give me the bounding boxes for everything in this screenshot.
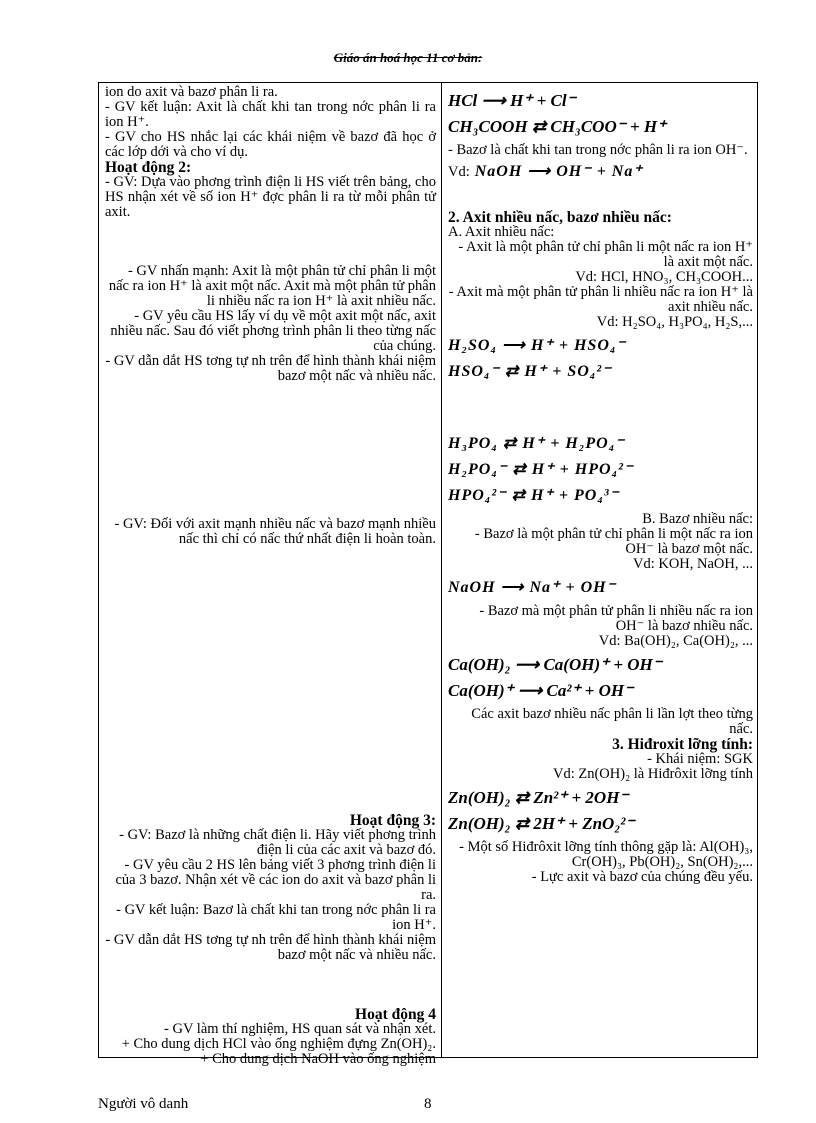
- content-column: [442, 83, 757, 1057]
- equation-hpo4: HPO₄²⁻ ⇄ H⁺ + PO₄³⁻: [448, 487, 620, 504]
- left-paragraph: - GV dẫn dắt HS tơng tự nh trên để hình thành khái niệm bazơ một nấc và nhiều nấc.: [105, 353, 436, 384]
- left-paragraph: - GV dẫn dắt HS tơng tự nh trên để hình thành khái niệm bazơ một nấc và nhiều nấc.: [105, 931, 436, 963]
- left-paragraph: ion do axit và bazơ phân li ra.: [105, 84, 278, 100]
- page-header: Giáo án hoá học 11 cơ bản:: [333, 50, 483, 65]
- left-paragraph: - GV nhấn mạnh: Axit là một phân tử chỉ phân li một nấc ra ion H⁺ là axit một nấc. Axit mà một phân tử phân li nhiều nấc ra ion H⁺ là axit nhiều nấc.: [108, 263, 436, 309]
- left-paragraph: - GV yêu cầu HS lấy ví dụ về một axit một nấc, axit nhiều nấc. Sau đó viết phơng trình phân li theo từng nấc của chúng.: [110, 308, 436, 354]
- left-paragraph: - GV cho HS nhắc lại các khái niệm về bazơ đã học ở các lớp dới và cho ví dụ.: [105, 129, 436, 160]
- spacer: [105, 428, 436, 443]
- spacer: [105, 487, 436, 502]
- equation-h2so4: H₂SO₄ ⟶ H⁺ + HSO₄⁻: [448, 337, 626, 354]
- lesson-table: [98, 82, 758, 1067]
- amphoteric-concept: - Khái niệm: SGK: [647, 751, 753, 767]
- section-2-heading: 2. Axit nhiều nấc, bazơ nhiều nấc:: [448, 209, 672, 226]
- equation-caoh: Ca(OH)⁺ ⟶ Ca²⁺ + OH⁻: [448, 681, 634, 700]
- equation-naoh-2: NaOH ⟶ Na⁺ + OH⁻: [448, 579, 617, 596]
- spacer: [105, 458, 436, 473]
- amphoteric-list: - Một số Hiđrôxit lỡng tính thông gặp là: Al(OH)₃, Cr(OH)₃, Pb(OH)₂, Sn(OH)₂,...: [459, 839, 753, 870]
- equation-hcl: HCl ⟶ H⁺ + Cl⁻: [448, 91, 576, 110]
- monobasic-examples: Vd: KOH, NaOH, ...: [632, 556, 753, 572]
- footer-page-number: 8: [424, 1096, 432, 1112]
- base-polybasic-heading: B. Bazơ nhiều nấc:: [642, 511, 753, 527]
- equation-znoh2-base: Zn(OH)₂ ⇄ Zn²⁺ + 2OH⁻: [448, 788, 629, 807]
- left-paragraph: + Cho dung dịch NaOH vào ống nghiệm: [200, 1050, 436, 1067]
- spacer: [105, 977, 436, 992]
- left-paragraph: + Cho dung dịch HCl vào ống nghiệm đựng Zn(OH)₂.: [121, 1035, 436, 1052]
- equation-naoh: NaOH ⟶ OH⁻ + Na⁺: [474, 163, 643, 180]
- base-definition: - Bazơ là chất khi tan trong nớc phân li ra ion OH⁻.: [448, 142, 748, 158]
- left-paragraph: Hoạt động 3:: [349, 811, 436, 829]
- polybasic-examples: Vd: Ba(OH)₂, Ca(OH)₂, ...: [598, 633, 753, 649]
- spacer: [105, 235, 436, 250]
- acid-polyprotic-heading: A. Axit nhiều nấc:: [448, 224, 555, 240]
- spacer: [105, 591, 436, 813]
- left-block-bottom: [105, 813, 436, 1067]
- left-block-top: [105, 85, 436, 576]
- left-paragraph: - GV làm thí nghiệm, HS quan sát và nhận xét.: [164, 1020, 436, 1037]
- monoprotic-definition: - Axit là một phân tử chỉ phân li một nấc ra ion H⁺ là axit một nấc.: [458, 239, 753, 270]
- stepwise-note: Các axit bazơ nhiều nấc phân li lần lợt theo từng nấc.: [471, 706, 753, 737]
- equation-h2po4: H₂PO₄⁻ ⇄ H⁺ + HPO₄²⁻: [448, 461, 634, 478]
- left-paragraph: - GV: Bazơ là những chất điện li. Hãy viết phơng trình điện li của các axit và bazơ đó.: [119, 826, 436, 858]
- equation-hso4: HSO₄⁻ ⇄ H⁺ + SO₄²⁻: [448, 363, 612, 380]
- spacer: [105, 399, 436, 414]
- left-paragraph: - GV kết luận: Bazơ là chất khi tan trong nớc phân li ra ion H⁺.: [116, 901, 436, 933]
- left-paragraph: - GV: Dựa vào phơng trình điện li HS viết trên bảng, cho HS nhận xét về số ion H⁺ đợc phân li ra từ mỗi phân tử axit.: [105, 174, 436, 220]
- left-paragraph: - GV: Đối với axit mạnh nhiều nấc và bazơ mạnh nhiều nấc thì chỉ có nấc thứ nhất điện li hoàn toàn.: [114, 515, 436, 547]
- equation-znoh2-acid: Zn(OH)₂ ⇄ 2H⁺ + ZnO₂²⁻: [448, 814, 635, 833]
- equation-naoh-row: [448, 162, 753, 182]
- spacer: [105, 561, 436, 576]
- footer-author: Người vô danh: [98, 1096, 189, 1112]
- left-paragraph: Hoạt động 4: [355, 1005, 436, 1023]
- amphoteric-example: Vd: Zn(OH)₂ là Hiđrôxit lỡng tính: [553, 766, 753, 782]
- left-paragraph: - GV kết luận: Axit là chất khi tan trong nớc phân li ra ion H⁺.: [105, 99, 436, 130]
- equation-ch3cooh: CH₃COOH ⇄ CH₃COO⁻ + H⁺: [448, 117, 667, 136]
- vd-label: Vd:: [448, 164, 470, 180]
- equation-h3po4: H₃PO₄ ⇄ H⁺ + H₂PO₄⁻: [448, 435, 625, 452]
- equation-caoh2: Ca(OH)₂ ⟶ Ca(OH)⁺ + OH⁻: [448, 655, 662, 674]
- teacher-activities-column: [99, 83, 442, 1067]
- polyprotic-definition: - Axit mà một phân tử phân li nhiều nấc ra ion H⁺ là axit nhiều nấc.: [448, 284, 753, 315]
- amphoteric-strength: - Lực axit và bazơ của chúng đều yếu.: [531, 869, 753, 885]
- monobasic-definition: - Bazơ là một phân tử chỉ phân li một nấc ra ion OH⁻ là bazơ một nấc.: [474, 526, 753, 557]
- left-paragraph: Hoạt động 2:: [105, 159, 192, 176]
- section-3-heading: 3. Hiđroxit lỡng tính:: [612, 736, 753, 753]
- monoprotic-examples: Vd: HCl, HNO₃, CH₃COOH...: [575, 269, 753, 285]
- polybasic-definition: - Bazơ mà một phân tử phân li nhiều nấc ra ion OH⁻ là bazơ nhiều nấc.: [479, 603, 753, 634]
- polyprotic-examples: Vd: H₂SO₄, H₃PO₄, H₂S,...: [596, 314, 753, 330]
- left-paragraph: - GV yêu cầu 2 HS lên bảng viết 3 phơng trình điện li của 3 bazơ. Nhận xét về các ion do axit và bazơ phân li ra.: [115, 856, 436, 903]
